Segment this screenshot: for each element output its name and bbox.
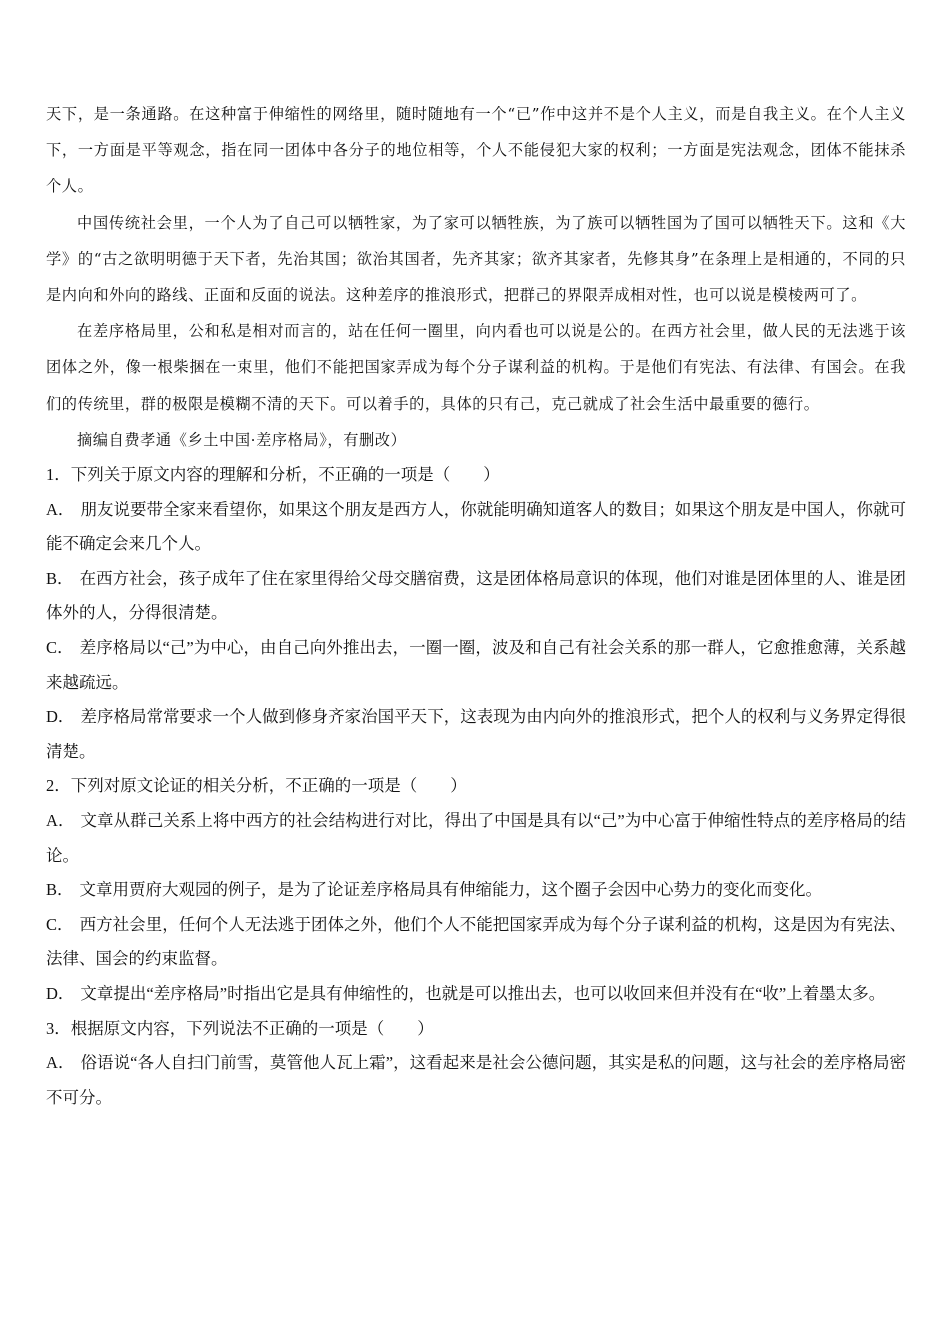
- question-stem: 1．下列关于原文内容的理解和分析，不正确的一项是（ ）: [46, 465, 500, 485]
- option-letter: A．: [46, 1053, 75, 1073]
- passage-paragraph-1: 天下，是一条通路。在这种富于伸缩性的网络里，随时随地有一个“已”作中这并不是个人主义，而是自我主义。在个人主义下，一方面是平等观念，指在同一团体中各分子的地位相等，个人不能侵犯大家的权利；一方面是宪法观念，团体不能抹杀个人。: [46, 105, 906, 196]
- option-c: [46, 908, 906, 977]
- passage-paragraph-3: 在差序格局里，公和私是相对而言的，站在任何一圈里，向内看也可以说是公的。在西方社会里，做人民的无法逃于该团体之外，像一根柴捆在一束里，他们不能把国家弄成为每个分子谋利益的机构。于是他们有宪法、有法律、有国会。在我们的传统里，群的极限是模糊不清的天下。可以着手的，具体的只有己，克己就成了社会生活中最重要的德行。: [46, 322, 906, 413]
- option-b: [46, 562, 906, 631]
- option-text: 在西方社会，孩子成年了住在家里得给父母交膳宿费，这是团体格局意识的体现，他们对谁是团体里的人、谁是团体外的人，分得很清楚。: [46, 568, 907, 623]
- option-text: 文章提出“差序格局”时指出它是具有伸缩性的，也就是可以推出去，也可以收回来但并没有在“收”上着墨太多。: [80, 983, 886, 1003]
- question-stem: 3．根据原文内容，下列说法不正确的一项是（ ）: [46, 1018, 434, 1038]
- option-letter: C．: [46, 638, 74, 657]
- option-letter: B．: [46, 880, 74, 900]
- option-letter: A．: [46, 499, 75, 519]
- passage-paragraph-2: 中国传统社会里，一个人为了自己可以牺牲家，为了家可以牺牲族，为了族可以牺牲国为了国可以牺牲天下。这和《大学》的“古之欲明明德于天下者，先治其国；欲治其国者，先齐其家；欲齐其家者，先修其身”在条理上是相通的，不同的只是内向和外向的路线、正面和反面的说法。这种差序的推浪形式，把群己的界限弄成相对性，也可以说是模棱两可了。: [46, 213, 906, 305]
- option-b: [46, 873, 906, 908]
- option-text: 差序格局常常要求一个人做到修身齐家治国平天下，这表现为由内向外的推浪形式，把个人的权利与义务界定得很清楚。: [46, 707, 907, 761]
- option-letter: C．: [46, 914, 74, 934]
- question-1: [46, 458, 906, 769]
- option-a: [46, 1046, 906, 1115]
- option-letter: D．: [46, 707, 75, 727]
- option-c: [46, 631, 906, 700]
- reading-passage: [46, 96, 906, 422]
- option-text: 西方社会里，任何个人无法逃于团体之外，他们个人不能把国家弄成为每个分子谋利益的机构，这是因为有宪法、法律、国会的约束监督。: [46, 914, 907, 969]
- option-a: [46, 493, 906, 562]
- option-d: [46, 700, 906, 769]
- question-list: [46, 458, 906, 1115]
- option-letter: B．: [46, 568, 74, 588]
- question-3: [46, 1012, 906, 1116]
- question-2: [46, 769, 906, 1011]
- option-a: [46, 804, 906, 873]
- option-text: 差序格局以“己”为中心，由自己向外推出去，一圈一圈，波及和自己有社会关系的那一群人，它愈推愈薄，关系越来越疏远。: [46, 638, 906, 692]
- option-text: 文章从群己关系上将中西方的社会结构进行对比，得出了中国是具有以“己”为中心富于伸缩性特点的差序格局的结论。: [46, 810, 906, 865]
- option-text: 文章用贾府大观园的例子，是为了论证差序格局具有伸缩能力，这个圈子会因中心势力的变化而变化。: [79, 880, 823, 900]
- source-citation: 摘编自费孝通《乡土中国·差序格局》，有删改）: [77, 430, 407, 449]
- option-letter: D．: [46, 983, 75, 1003]
- option-text: 俗语说“各人自扫门前雪，莫管他人瓦上霜”，这看起来是社会公德问题，其实是私的问题，这与社会的差序格局密不可分。: [46, 1053, 906, 1107]
- option-d: [46, 977, 906, 1012]
- option-text: 朋友说要带全家来看望你，如果这个朋友是西方人，你就能明确知道客人的数目；如果这个朋友是中国人，你就可能不确定会来几个人。: [46, 499, 907, 554]
- question-stem: 2．下列对原文论证的相关分析，不正确的一项是（ ）: [46, 776, 467, 796]
- option-letter: A．: [46, 810, 75, 830]
